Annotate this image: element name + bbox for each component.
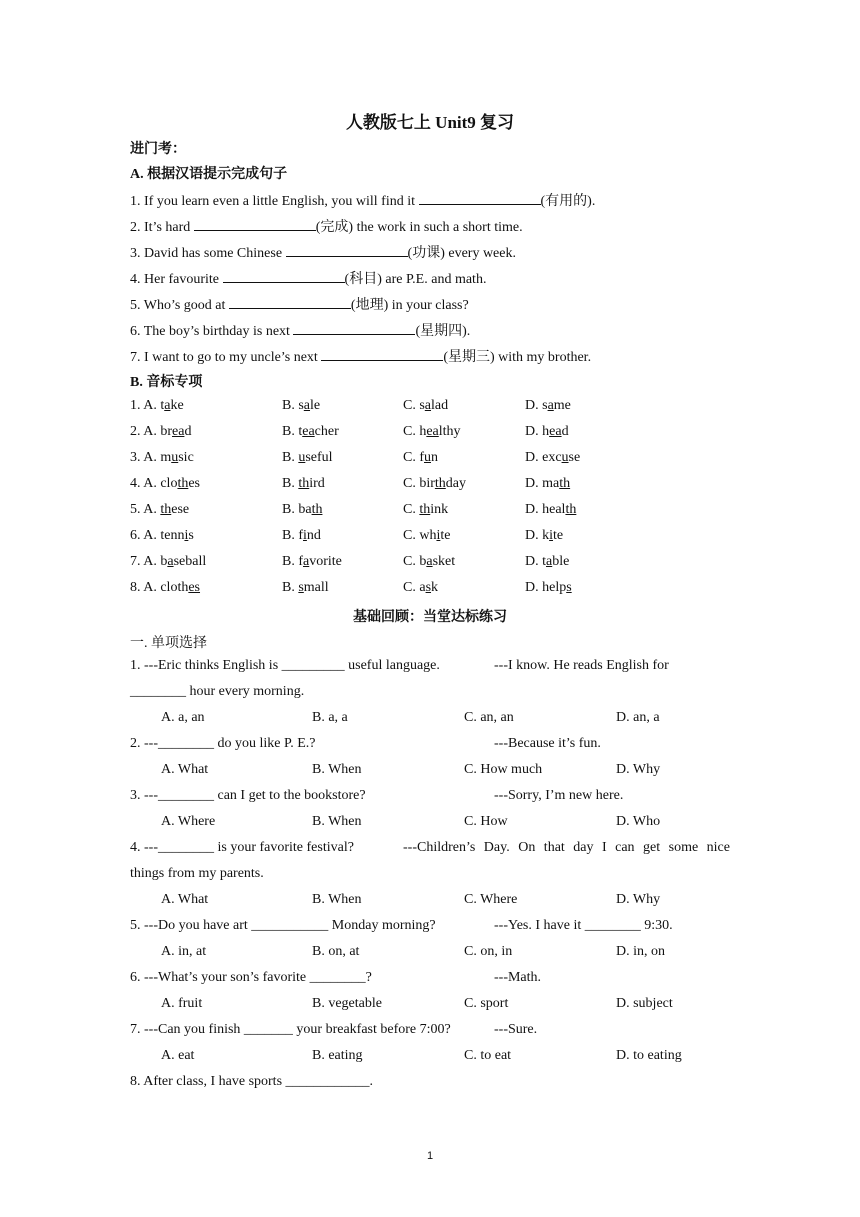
phonetic-option[interactable]: B. sale <box>282 398 321 413</box>
option-a[interactable]: A. Where <box>161 814 216 829</box>
sentence-item: 1. If you learn even a little English, you will find it (有用的). <box>130 194 596 209</box>
option-c[interactable]: C. sport <box>464 996 509 1011</box>
question-text: 3. ---________ can I get to the bookstore? <box>130 788 366 803</box>
phonetic-option[interactable]: 2. A. bread <box>130 424 192 439</box>
phonetic-option[interactable]: C. think <box>403 502 449 517</box>
answer-blank[interactable] <box>223 270 345 283</box>
option-c[interactable]: C. to eat <box>464 1048 512 1063</box>
underlined-letters: i <box>436 528 441 543</box>
question-reply: ---I know. He reads English for <box>494 658 669 673</box>
phonetic-option[interactable]: C. ask <box>403 580 439 595</box>
review-heading: 基础回顾：当堂达标练习 <box>353 610 507 625</box>
option-b[interactable]: B. When <box>312 892 362 907</box>
underlined-letters: ea <box>426 424 439 439</box>
underlined-letters: a <box>547 398 554 413</box>
sentence-item: 6. The boy’s birthday is next (星期四). <box>130 324 471 339</box>
underlined-letters: a <box>426 554 433 569</box>
option-b[interactable]: B. When <box>312 762 362 777</box>
underlined-letters: th <box>298 476 310 491</box>
question-reply: ---Sorry, I’m new here. <box>494 788 624 803</box>
phonetic-option[interactable]: B. find <box>282 528 321 543</box>
phonetic-option[interactable]: B. bath <box>282 502 323 517</box>
underlined-letters: th <box>311 502 323 517</box>
underlined-letters: s <box>298 580 304 595</box>
answer-blank[interactable] <box>321 348 443 361</box>
underlined-letters: ea <box>549 424 562 439</box>
phonetic-option[interactable]: D. excuse <box>525 450 581 465</box>
underlined-letters: a <box>303 554 310 569</box>
underlined-letters: u <box>424 450 431 465</box>
page-number: 1 <box>426 1150 434 1162</box>
option-b[interactable]: B. eating <box>312 1048 363 1063</box>
option-c[interactable]: C. How <box>464 814 508 829</box>
question-reply: ---Yes. I have it ________ 9:30. <box>494 918 673 933</box>
phonetic-option[interactable]: B. favorite <box>282 554 342 569</box>
option-b[interactable]: B. a, a <box>312 710 348 725</box>
underlined-letters: s <box>566 580 572 595</box>
option-a[interactable]: A. What <box>161 892 209 907</box>
underlined-letters: a <box>424 398 432 413</box>
phonetic-option[interactable]: D. kite <box>525 528 564 543</box>
page-title: 人教版七上 Unit9 复习 <box>345 113 515 132</box>
phonetic-option[interactable]: 4. A. clothes <box>130 476 201 491</box>
underlined-letters: es <box>188 580 201 595</box>
option-d[interactable]: D. an, a <box>616 710 660 725</box>
underlined-letters: s <box>425 580 432 595</box>
question-text: 2. ---________ do you like P. E.? <box>130 736 316 751</box>
underlined-letters: th <box>434 476 446 491</box>
answer-blank[interactable] <box>194 218 316 231</box>
sentence-item: 4. Her favourite (科目) are P.E. and math. <box>130 272 487 287</box>
phonetic-option[interactable]: C. fun <box>403 450 438 465</box>
underlined-letters: a <box>164 398 171 413</box>
phonetic-option[interactable]: D. helps <box>525 580 572 595</box>
answer-blank[interactable] <box>419 192 541 205</box>
question-text: 1. ---Eric thinks English is _________ useful language. <box>130 658 440 673</box>
underlined-letters: th <box>419 502 431 517</box>
underlined-letters: a <box>303 398 311 413</box>
option-b[interactable]: B. on, at <box>312 944 360 959</box>
underlined-letters: th <box>565 502 577 517</box>
option-c[interactable]: C. an, an <box>464 710 514 725</box>
phonetic-option[interactable]: C. healthy <box>403 424 461 439</box>
phonetic-option[interactable]: B. teacher <box>282 424 339 439</box>
underlined-letters: a <box>546 554 553 569</box>
sentence-item: 3. David has some Chinese (功课) every week. <box>130 246 516 261</box>
phonetic-option[interactable]: C. basket <box>403 554 456 569</box>
option-c[interactable]: C. How much <box>464 762 543 777</box>
question-text: 7. ---Can you finish _______ your breakfast before 7:00? <box>130 1022 451 1037</box>
question-text-cont: ________ hour every morning. <box>130 684 305 699</box>
underlined-letters: ea <box>302 424 315 439</box>
question-reply: ---Sure. <box>494 1022 538 1037</box>
question-text: 8. After class, I have sports ____________. <box>130 1074 374 1089</box>
option-c[interactable]: C. on, in <box>464 944 513 959</box>
option-a[interactable]: A. What <box>161 762 209 777</box>
question-text: 6. ---What’s your son’s favorite ________? <box>130 970 372 985</box>
option-d[interactable]: D. Who <box>616 814 661 829</box>
phonetic-option[interactable]: 6. A. tennis <box>130 528 194 543</box>
phonetic-option[interactable]: D. math <box>525 476 571 491</box>
section-b-heading: B. 音标专项 <box>130 375 203 390</box>
phonetic-option[interactable]: D. table <box>525 554 570 569</box>
option-b[interactable]: B. When <box>312 814 362 829</box>
phonetic-option[interactable]: D. same <box>525 398 571 413</box>
answer-blank[interactable] <box>229 296 351 309</box>
sentence-item: 5. Who’s good at (地理) in your class? <box>130 298 469 313</box>
option-a[interactable]: A. eat <box>161 1048 195 1063</box>
section-a-heading: A. 根据汉语提示完成句子 <box>130 167 288 182</box>
phonetic-option[interactable]: 7. A. baseball <box>130 554 207 569</box>
question-reply: ---Because it’s fun. <box>494 736 601 751</box>
mc-heading: 一. 单项选择 <box>130 636 207 651</box>
underlined-letters: th <box>160 502 172 517</box>
question-text: 5. ---Do you have art ___________ Monday morning? <box>130 918 436 933</box>
option-d[interactable]: D. Why <box>616 762 661 777</box>
phonetic-option[interactable]: C. salad <box>403 398 449 413</box>
underlined-letters: a <box>167 554 174 569</box>
underlined-letters: ea <box>172 424 185 439</box>
underlined-letters: th <box>559 476 571 491</box>
option-b[interactable]: B. vegetable <box>312 996 382 1011</box>
underlined-letters: u <box>171 450 179 465</box>
underlined-letters: i <box>184 528 189 543</box>
phonetic-option[interactable]: C. white <box>403 528 451 543</box>
entrance-label: 进门考： <box>130 142 186 157</box>
phonetic-option[interactable]: 3. A. music <box>130 450 194 465</box>
phonetic-option[interactable]: B. third <box>282 476 325 491</box>
phonetic-option[interactable]: D. head <box>525 424 569 439</box>
question-reply: ---Children’s Day. On that day I can get some nice <box>403 840 730 855</box>
underlined-letters: i <box>303 528 307 543</box>
sentence-item: 7. I want to go to my uncle’s next (星期三) with my brother. <box>130 350 592 365</box>
phonetic-option[interactable]: B. small <box>282 580 329 595</box>
option-d[interactable]: D. subject <box>616 996 673 1011</box>
question-text: 4. ---________ is your favorite festival? <box>130 840 354 855</box>
question-reply: ---Math. <box>494 970 542 985</box>
answer-blank[interactable] <box>286 244 408 257</box>
underlined-letters: u <box>298 450 306 465</box>
option-d[interactable]: D. to eating <box>616 1048 682 1063</box>
phonetic-option[interactable]: 8. A. clothes <box>130 580 201 595</box>
underlined-letters: th <box>177 476 189 491</box>
underlined-letters: i <box>549 528 554 543</box>
phonetic-option[interactable]: C. birthday <box>403 476 466 491</box>
phonetic-option[interactable]: B. useful <box>282 450 333 465</box>
sentence-item: 2. It’s hard (完成) the work in such a short time. <box>130 220 523 235</box>
phonetic-option[interactable]: D. health <box>525 502 577 517</box>
underlined-letters: u <box>561 450 569 465</box>
question-text-cont: things from my parents. <box>130 866 264 881</box>
option-d[interactable]: D. Why <box>616 892 661 907</box>
option-a[interactable]: A. a, an <box>161 710 205 725</box>
option-a[interactable]: A. fruit <box>161 996 203 1011</box>
option-d[interactable]: D. in, on <box>616 944 665 959</box>
phonetic-option[interactable]: 1. A. take <box>130 398 184 413</box>
option-a[interactable]: A. in, at <box>161 944 207 959</box>
answer-blank[interactable] <box>293 322 415 335</box>
phonetic-option[interactable]: 5. A. these <box>130 502 190 517</box>
option-c[interactable]: C. Where <box>464 892 518 907</box>
